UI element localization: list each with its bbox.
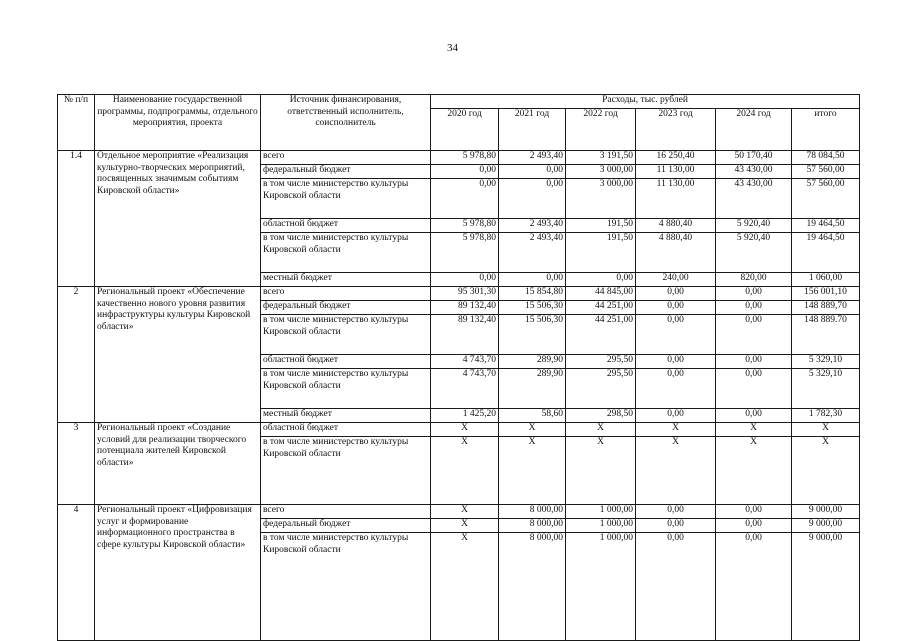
- amount-cell: 89 132,40: [431, 301, 499, 315]
- amount-cell: X: [716, 423, 792, 437]
- amount-cell: 44 251,00: [566, 301, 636, 315]
- amount-cell: 11 130,00: [636, 165, 716, 179]
- amount-total: 57 560,00: [792, 165, 860, 179]
- amount-cell: 0,00: [499, 273, 566, 287]
- amount-cell: 2 493,40: [499, 219, 566, 233]
- row-number: 1.4: [58, 151, 95, 287]
- amount-cell: 0,00: [716, 355, 792, 369]
- amount-cell: 50 170,40: [716, 151, 792, 165]
- amount-cell: 0,00: [716, 369, 792, 409]
- amount-cell: 5 978,80: [431, 233, 499, 273]
- amount-cell: 8 000,00: [499, 519, 566, 533]
- funding-source: местный бюджет: [261, 409, 431, 423]
- amount-cell: 5 978,80: [431, 151, 499, 165]
- table-row: [58, 287, 860, 301]
- amount-cell: X: [499, 437, 566, 505]
- header-number: № п/п: [58, 95, 95, 151]
- amount-cell: 5 978,80: [431, 219, 499, 233]
- amount-cell: 43 430,00: [716, 179, 792, 219]
- funding-source: федеральный бюджет: [261, 165, 431, 179]
- header-expenses: Расходы, тыс. рублей: [431, 95, 860, 109]
- amount-cell: 0,00: [636, 355, 716, 369]
- amount-cell: 1 000,00: [566, 519, 636, 533]
- amount-cell: 8 000,00: [499, 533, 566, 641]
- amount-cell: 240,00: [636, 273, 716, 287]
- amount-cell: 289,90: [499, 369, 566, 409]
- row-number: 3: [58, 423, 95, 505]
- amount-cell: X: [636, 437, 716, 505]
- funding-source: всего: [261, 287, 431, 301]
- measure-name: Региональный проект «Обеспечение качественно нового уровня развития инфраструктуры культуры Кировской области»: [95, 287, 261, 423]
- amount-total: 156 001,10: [792, 287, 860, 301]
- amount-total: 9 000,00: [792, 505, 860, 519]
- amount-cell: 298,50: [566, 409, 636, 423]
- amount-cell: 15 854,80: [499, 287, 566, 301]
- amount-total: 57 560,00: [792, 179, 860, 219]
- row-number: 2: [58, 287, 95, 423]
- funding-source: областной бюджет: [261, 355, 431, 369]
- amount-total: 148 889.70: [792, 315, 860, 355]
- amount-cell: 0,00: [499, 165, 566, 179]
- amount-cell: 4 743,70: [431, 369, 499, 409]
- amount-cell: 4 880,40: [636, 219, 716, 233]
- amount-cell: 89 132,40: [431, 315, 499, 355]
- header-year: 2023 год: [636, 109, 716, 151]
- header-source: Источник финансирования, ответственный исполнитель, соисполнитель: [261, 95, 431, 151]
- funding-source: местный бюджет: [261, 273, 431, 287]
- amount-cell: 58,60: [499, 409, 566, 423]
- amount-cell: 0,00: [716, 505, 792, 519]
- amount-cell: X: [636, 423, 716, 437]
- funding-source: областной бюджет: [261, 219, 431, 233]
- funding-source: всего: [261, 151, 431, 165]
- table-row: [58, 423, 860, 437]
- amount-cell: X: [499, 423, 566, 437]
- header-year: 2020 год: [431, 109, 499, 151]
- amount-cell: X: [431, 533, 499, 641]
- amount-cell: 0,00: [431, 273, 499, 287]
- amount-cell: 295,50: [566, 355, 636, 369]
- amount-cell: 15 506,30: [499, 315, 566, 355]
- header-name: Наименование государственной программы, подпрограммы, отдельного мероприятия, проекта: [95, 95, 261, 151]
- amount-cell: 0,00: [499, 179, 566, 219]
- amount-cell: 44 251,00: [566, 315, 636, 355]
- amount-cell: 11 130,00: [636, 179, 716, 219]
- amount-cell: X: [716, 437, 792, 505]
- amount-total: X: [792, 437, 860, 505]
- amount-total: 9 000,00: [792, 519, 860, 533]
- amount-cell: 0,00: [636, 533, 716, 641]
- amount-cell: 0,00: [636, 315, 716, 355]
- funding-source: в том числе министерство культуры Кировской области: [261, 179, 431, 219]
- amount-cell: 0,00: [716, 533, 792, 641]
- amount-cell: 820,00: [716, 273, 792, 287]
- funding-source: в том числе министерство культуры Кировской области: [261, 233, 431, 273]
- amount-total: 1 782,30: [792, 409, 860, 423]
- amount-cell: 2 493,40: [499, 233, 566, 273]
- amount-cell: 295,50: [566, 369, 636, 409]
- amount-total: X: [792, 423, 860, 437]
- amount-cell: 0,00: [636, 301, 716, 315]
- measure-name: Отдельное мероприятие «Реализация культурно-творческих мероприятий, посвященных значимым событиям Кировской области»: [95, 151, 261, 287]
- amount-cell: 0,00: [716, 301, 792, 315]
- amount-cell: 16 250,40: [636, 151, 716, 165]
- amount-cell: 0,00: [431, 179, 499, 219]
- amount-cell: 3 000,00: [566, 165, 636, 179]
- amount-cell: 2 493,40: [499, 151, 566, 165]
- amount-cell: 0,00: [636, 287, 716, 301]
- funding-source: областной бюджет: [261, 423, 431, 437]
- amount-cell: 191,50: [566, 219, 636, 233]
- amount-cell: X: [431, 423, 499, 437]
- header-year: 2022 год: [566, 109, 636, 151]
- header-total: итого: [792, 109, 860, 151]
- funding-source: федеральный бюджет: [261, 519, 431, 533]
- amount-cell: 0,00: [716, 519, 792, 533]
- amount-cell: 0,00: [636, 369, 716, 409]
- amount-cell: 3 191,50: [566, 151, 636, 165]
- amount-cell: X: [431, 437, 499, 505]
- amount-total: 1 060,00: [792, 273, 860, 287]
- amount-total: 78 084,50: [792, 151, 860, 165]
- amount-cell: 0,00: [716, 315, 792, 355]
- amount-cell: X: [566, 423, 636, 437]
- amount-cell: 44 845,00: [566, 287, 636, 301]
- measure-name: Региональный проект «Цифровизация услуг и формирование информационного пространства в сфере культуры Кировской области»: [95, 505, 261, 641]
- amount-total: 148 889,70: [792, 301, 860, 315]
- table-row: [58, 151, 860, 165]
- table-body: [58, 151, 860, 641]
- amount-cell: 0,00: [716, 409, 792, 423]
- amount-cell: 1 425,20: [431, 409, 499, 423]
- funding-source: в том числе министерство культуры Кировской области: [261, 437, 431, 505]
- funding-source: всего: [261, 505, 431, 519]
- funding-source: в том числе министерство культуры Кировской области: [261, 315, 431, 355]
- amount-cell: 0,00: [636, 409, 716, 423]
- table-header: [58, 95, 860, 151]
- amount-cell: X: [431, 519, 499, 533]
- header-year: 2024 год: [716, 109, 792, 151]
- amount-cell: 0,00: [716, 287, 792, 301]
- amount-cell: 15 506,30: [499, 301, 566, 315]
- amount-cell: 5 920,40: [716, 233, 792, 273]
- page-number: 34: [447, 42, 458, 54]
- amount-cell: 0,00: [636, 505, 716, 519]
- amount-cell: 95 301,30: [431, 287, 499, 301]
- amount-cell: 0,00: [566, 273, 636, 287]
- amount-cell: 1 000,00: [566, 505, 636, 519]
- amount-cell: 0,00: [431, 165, 499, 179]
- budget-table: [57, 94, 860, 641]
- amount-total: 19 464,50: [792, 233, 860, 273]
- header-year: 2021 год: [499, 109, 566, 151]
- funding-source: в том числе министерство культуры Кировской области: [261, 369, 431, 409]
- row-number: 4: [58, 505, 95, 641]
- measure-name: Региональный проект «Создание условий для реализации творческого потенциала жителей Кировской области»: [95, 423, 261, 505]
- amount-cell: 1 000,00: [566, 533, 636, 641]
- amount-cell: 8 000,00: [499, 505, 566, 519]
- amount-total: 9 000,00: [792, 533, 860, 641]
- table-row: [58, 505, 860, 519]
- amount-total: 5 329,10: [792, 369, 860, 409]
- amount-cell: 43 430,00: [716, 165, 792, 179]
- amount-total: 19 464,50: [792, 219, 860, 233]
- amount-cell: X: [566, 437, 636, 505]
- funding-source: федеральный бюджет: [261, 301, 431, 315]
- amount-cell: X: [431, 505, 499, 519]
- funding-source: в том числе министерство культуры Кировской области: [261, 533, 431, 641]
- amount-cell: 4 880,40: [636, 233, 716, 273]
- amount-cell: 289,90: [499, 355, 566, 369]
- amount-cell: 5 920,40: [716, 219, 792, 233]
- amount-cell: 3 000,00: [566, 179, 636, 219]
- amount-cell: 0,00: [636, 519, 716, 533]
- amount-cell: 191,50: [566, 233, 636, 273]
- amount-total: 5 329,10: [792, 355, 860, 369]
- amount-cell: 4 743,70: [431, 355, 499, 369]
